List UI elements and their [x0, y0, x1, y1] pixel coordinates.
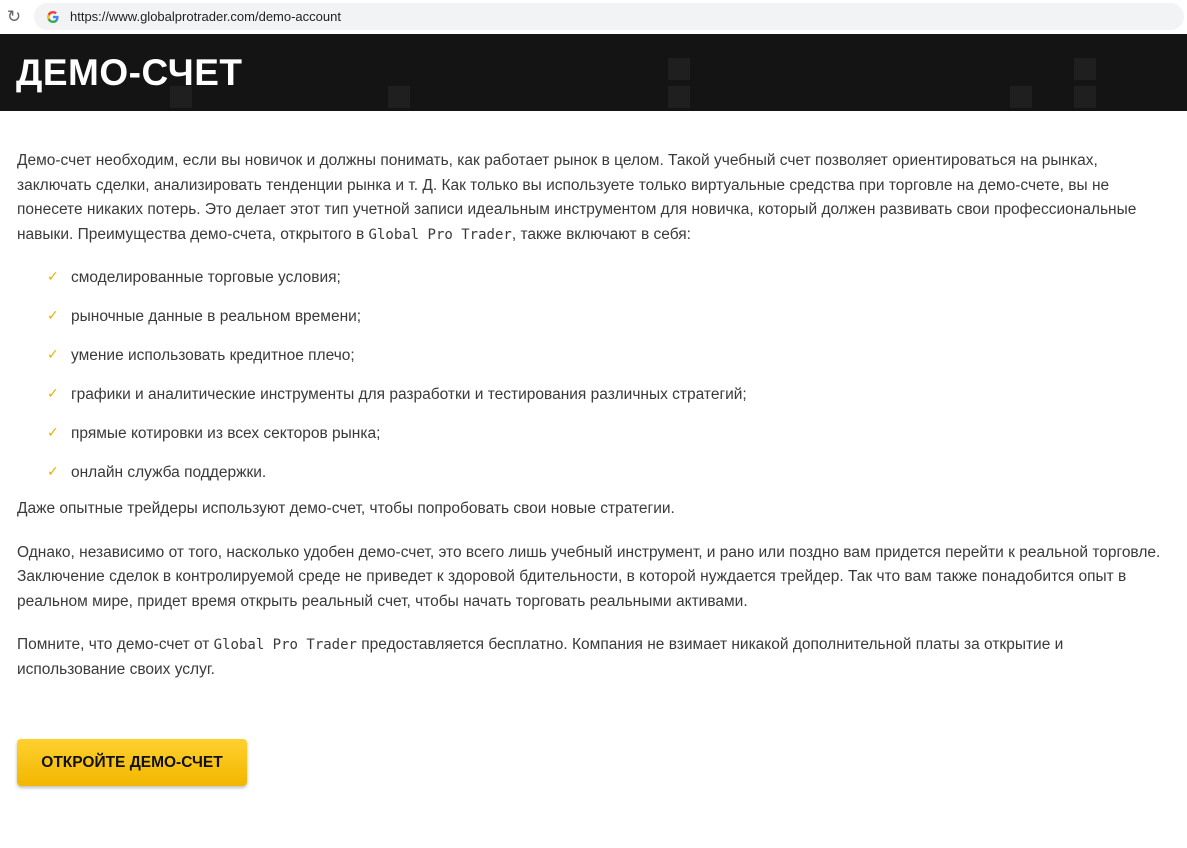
list-item-label: умение использовать кредитное плечо; [71, 347, 355, 364]
features-list [17, 258, 1175, 492]
intro-text: Демо-счет необходим, если вы новичок и должны понимать, как работает рынок в целом. Такой учебный счет позволяет ориентироваться на рынках, заключать сделки, анализировать тенденции рынка и т. Д. Как только вы используете только виртуальные средства при торговле на демо-счете, вы не понесете никаких потерь. Это делает этот тип учетной записи идеальным инструментом для новичка, который должен развивать свои профессиональные навыки. Преимущества демо-счета, открытого в [17, 152, 1137, 243]
hero-decoration [1074, 58, 1096, 80]
article-content [17, 149, 1175, 682]
reload-icon[interactable]: ↻ [6, 7, 22, 27]
hero-decoration [1010, 86, 1032, 108]
hero-decoration [1074, 86, 1096, 108]
page-title: ДЕМО-СЧЕТ [16, 52, 243, 93]
free-account-paragraph [17, 633, 1175, 682]
checkmark-icon: ✓ [47, 464, 59, 480]
brand-name: Global Pro Trader [213, 637, 357, 653]
checkmark-icon: ✓ [47, 308, 59, 324]
list-item [17, 258, 1175, 297]
list-item [17, 453, 1175, 492]
intro-text-end: , также включают в себя: [511, 225, 691, 243]
list-item-label: онлайн служба поддержки. [71, 464, 267, 481]
list-item [17, 375, 1175, 414]
free-text-end: предоставляется бесплатно. Компания не взимает никакой дополнительной платы за открытие и использование своих услуг. [17, 636, 1064, 678]
intro-paragraph [17, 149, 1175, 247]
list-item-label: рыночные данные в реальном времени; [71, 308, 362, 325]
url-text: https://www.globalprotrader.com/demo-account [70, 9, 341, 24]
open-demo-account-button[interactable]: ОТКРОЙТЕ ДЕМО-СЧЕТ [17, 739, 247, 786]
experienced-traders-paragraph: Даже опытные трейдеры используют демо-счет, чтобы попробовать свои новые стратегии. [17, 500, 675, 517]
list-item-label: прямые котировки из всех секторов рынка; [71, 425, 381, 442]
checkmark-icon: ✓ [47, 386, 59, 402]
hero-decoration [668, 58, 690, 80]
list-item [17, 297, 1175, 336]
address-bar[interactable] [34, 3, 1184, 30]
brand-name: Global Pro Trader [368, 226, 512, 243]
list-item [17, 414, 1175, 453]
browser-toolbar [0, 0, 1187, 34]
real-trading-paragraph: Однако, независимо от того, насколько удобен демо-счет, это всего лишь учебный инструмент, и рано или поздно вам придется перейти к реальной торговле. Заключение сделок в контролируемой среде не приведет к здоровой бдительности, в которой нуждается трейдер. Так что вам также понадобится опыт в реальном мире, придет время открыть реальный счет, чтобы начать торговать реальными активами. [17, 543, 1161, 610]
list-item [17, 336, 1175, 375]
checkmark-icon: ✓ [47, 269, 59, 285]
hero-decoration [668, 86, 690, 108]
hero-decoration [388, 86, 410, 108]
list-item-label: смоделированные торговые условия; [71, 269, 341, 286]
list-item-label: графики и аналитические инструменты для разработки и тестирования различных стратегий; [71, 386, 747, 403]
free-text: Помните, что демо-счет от [17, 636, 214, 653]
checkmark-icon: ✓ [47, 425, 59, 441]
google-icon [46, 10, 60, 24]
hero-banner [0, 34, 1187, 111]
checkmark-icon: ✓ [47, 347, 59, 363]
